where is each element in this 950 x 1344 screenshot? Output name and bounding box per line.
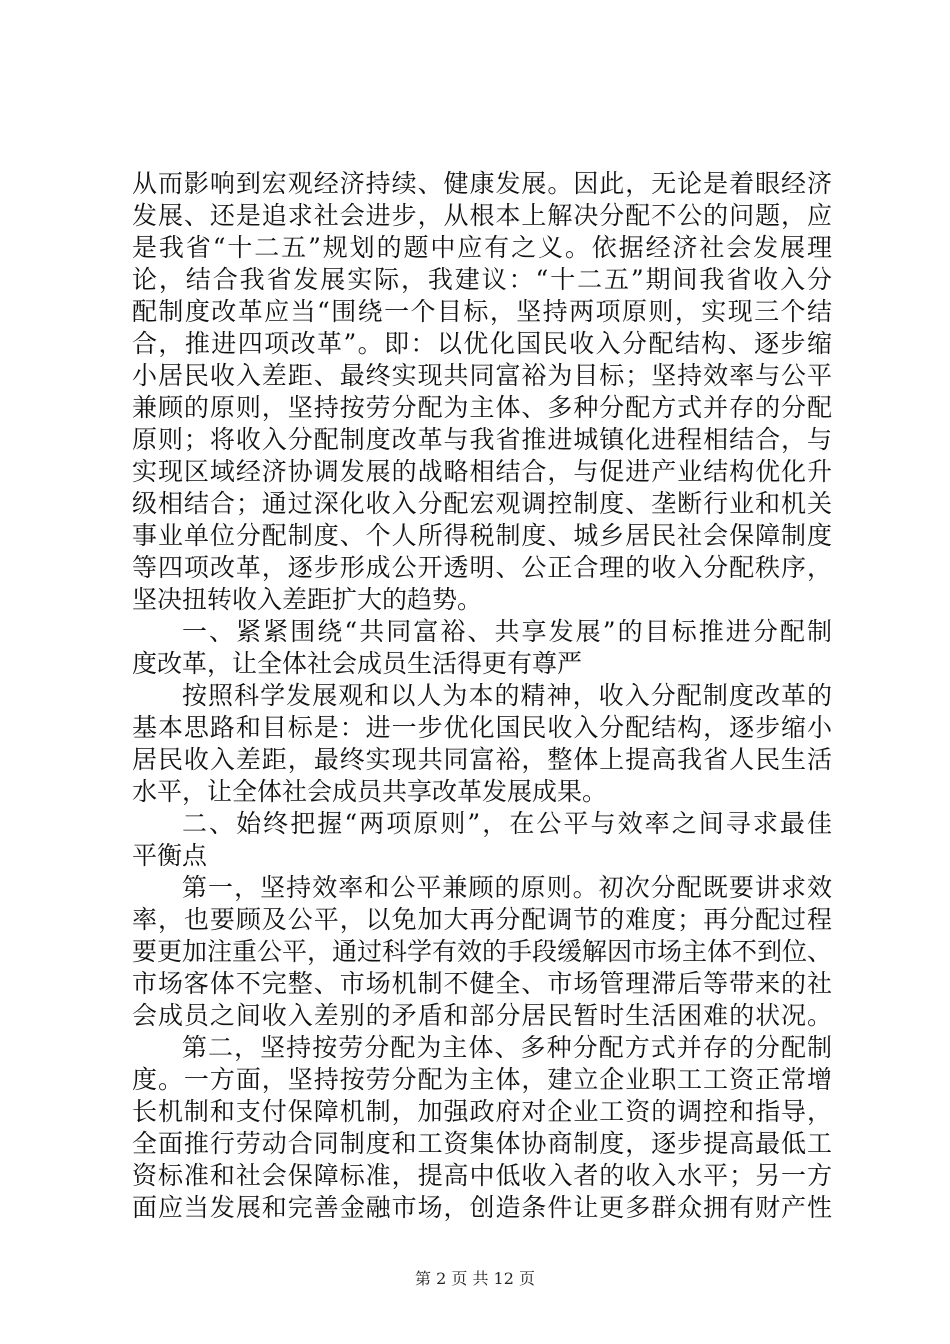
text-line: 度改革，让全体社会成员生活得更有尊严 [132, 649, 583, 678]
text-line: 第一，坚持效率和公平兼顾的原则。初次分配既要讲求效 [182, 873, 832, 902]
text-line: 小居民收入差距、最终实现共同富裕为目标；坚持效率与公平 [132, 361, 832, 390]
text-line: 发展、还是追求社会进步，从根本上解决分配不公的问题，应 [132, 201, 832, 230]
text-line: 从而影响到宏观经济持续、健康发展。因此，无论是着眼经济 [132, 169, 832, 198]
text-line: 面应当发展和完善金融市场，创造条件让更多群众拥有财产性 [132, 1193, 832, 1222]
page-footer: 第 2 页 共 12 页 [415, 1269, 535, 1288]
text-line: 事业单位分配制度、个人所得税制度、城乡居民社会保障制度 [132, 521, 832, 550]
text-line: 实现区域经济协调发展的战略相结合，与促进产业结构优化升 [132, 457, 832, 486]
text-line: 坚决扭转收入差距扩大的趋势。 [132, 585, 483, 614]
text-line: 全面推行劳动合同制度和工资集体协商制度，逐步提高最低工 [132, 1129, 832, 1158]
text-line: 平衡点 [132, 841, 208, 870]
text-line: 水平，让全体社会成员共享改革发展成果。 [132, 777, 608, 806]
text-line: 级相结合；通过深化收入分配宏观调控制度、垄断行业和机关 [132, 489, 832, 518]
text-line: 居民收入差距，最终实现共同富裕，整体上提高我省人民生活 [132, 745, 832, 774]
text-line: 率，也要顾及公平，以免加大再分配调节的难度；再分配过程 [132, 905, 832, 934]
text-line: 要更加注重公平，通过科学有效的手段缓解因市场主体不到位、 [132, 937, 833, 966]
text-line: 基本思路和目标是：进一步优化国民收入分配结构，逐步缩小 [132, 713, 832, 742]
body-text [132, 168, 832, 1224]
text-line: 会成员之间收入差别的矛盾和部分居民暂时生活困难的状况。 [132, 1001, 832, 1030]
text-line: 等四项改革，逐步形成公开透明、公正合理的收入分配秩序， [132, 553, 832, 582]
text-line: 度。一方面，坚持按劳分配为主体，建立企业职工工资正常增 [132, 1065, 832, 1094]
text-line: 原则；将收入分配制度改革与我省推进城镇化进程相结合，与 [132, 425, 832, 454]
text-line: 市场客体不完整、市场机制不健全、市场管理滞后等带来的社 [132, 969, 832, 998]
text-line: 二、始终把握“两项原则”，在公平与效率之间寻求最佳 [182, 809, 832, 838]
text-line: 是我省“十二五”规划的题中应有之义。依据经济社会发展理 [132, 233, 832, 262]
text-line: 资标准和社会保障标准，提高中低收入者的收入水平；另一方 [132, 1161, 832, 1190]
text-line: 兼顾的原则，坚持按劳分配为主体、多种分配方式并存的分配 [132, 393, 832, 422]
text-line: 论，结合我省发展实际，我建议：“十二五”期间我省收入分 [132, 265, 832, 294]
text-line: 配制度改革应当“围绕一个目标，坚持两项原则，实现三个结 [132, 297, 832, 326]
text-line: 合，推进四项改革”。即：以优化国民收入分配结构、逐步缩 [132, 329, 832, 358]
text-line: 第二，坚持按劳分配为主体、多种分配方式并存的分配制 [182, 1033, 832, 1062]
text-line: 长机制和支付保障机制，加强政府对企业工资的调控和指导， [132, 1097, 832, 1126]
text-line: 一、紧紧围绕“共同富裕、共享发展”的目标推进分配制 [182, 617, 832, 646]
text-line: 按照科学发展观和以人为本的精神，收入分配制度改革的 [182, 681, 832, 710]
